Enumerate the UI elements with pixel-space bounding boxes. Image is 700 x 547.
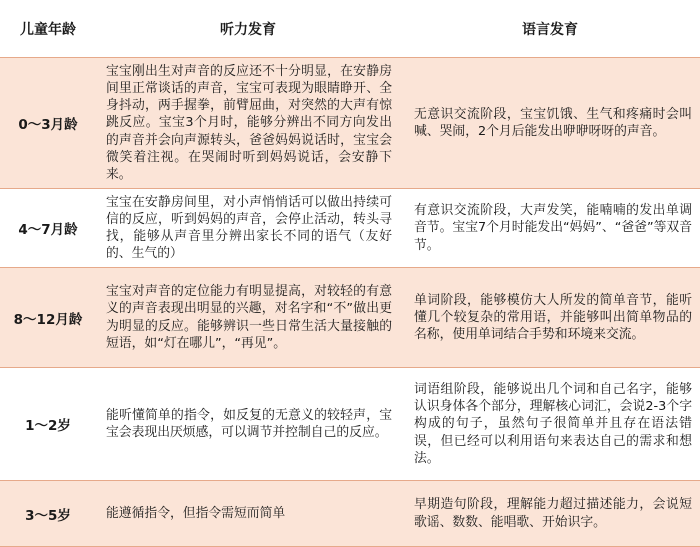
hearing-cell: 宝宝刚出生对声音的反应还不十分明显，在安静房间里正常谈话的声音，宝宝可表现为眼睛睁开、全身抖动，两手握拳，前臂屈曲，对突然的大声有惊跳反应。宝宝3个月时，能够分辨出不同方向发出的声音并会向声源转头，爸爸妈妈说话时，宝宝会微笑着注视。在哭闹时听到妈妈说话，会安静下来。 xyxy=(96,58,400,189)
language-cell: 无意识交流阶段，宝宝饥饿、生气和疼痛时会叫喊、哭闹，2个月后能发出咿咿呀呀的声音。 xyxy=(400,58,700,189)
table-header-row xyxy=(0,0,700,58)
header-age: 儿童年龄 xyxy=(0,0,96,58)
table-row xyxy=(0,268,700,368)
age-cell: 1～2岁 xyxy=(0,368,96,481)
age-cell: 8～12月龄 xyxy=(0,268,96,368)
table-row xyxy=(0,368,700,481)
table-row xyxy=(0,189,700,268)
header-language: 语言发育 xyxy=(400,0,700,58)
language-cell: 词语组阶段，能够说出几个词和自己名字，能够认识身体各个部分，理解核心词汇，会说2-3个字构成的句子，虽然句子很简单并且存在语法错误，但已经可以利用语句来表达自己的需求和想法。 xyxy=(400,368,700,481)
hearing-cell: 能听懂简单的指令，如反复的无意义的较轻声，宝宝会表现出厌烦感，可以调节并控制自己的反应。 xyxy=(96,368,400,481)
age-cell: 4～7月龄 xyxy=(0,189,96,268)
language-cell: 有意识交流阶段，大声发笑，能喃喃的发出单调音节。宝宝7个月时能发出“妈妈”、“爸爸”等双音节。 xyxy=(400,189,700,268)
hearing-cell: 能遵循指令，但指令需短而简单 xyxy=(96,481,400,547)
age-cell: 3～5岁 xyxy=(0,481,96,547)
language-cell: 早期造句阶段，理解能力超过描述能力，会说短歌谣、数数、能唱歌、开始识字。 xyxy=(400,481,700,547)
age-cell: 0～3月龄 xyxy=(0,58,96,189)
hearing-cell: 宝宝对声音的定位能力有明显提高，对较轻的有意义的声音表现出明显的兴趣，对名字和“不”做出更为明显的反应。能够辨识一些日常生活大量接触的短语，如“灯在哪儿”，“再见”。 xyxy=(96,268,400,368)
hearing-cell: 宝宝在安静房间里，对小声悄悄话可以做出持续可信的反应，听到妈妈的声音，会停止活动，转头寻找，能够从声音里分辨出家长不同的语气（友好的、生气的） xyxy=(96,189,400,268)
header-hearing: 听力发育 xyxy=(96,0,400,58)
table-row xyxy=(0,58,700,189)
table-row xyxy=(0,481,700,547)
language-cell: 单词阶段，能够模仿大人所发的简单音节，能听懂几个较复杂的常用语，并能够叫出简单物品的名称，使用单词结合手势和环境来交流。 xyxy=(400,268,700,368)
